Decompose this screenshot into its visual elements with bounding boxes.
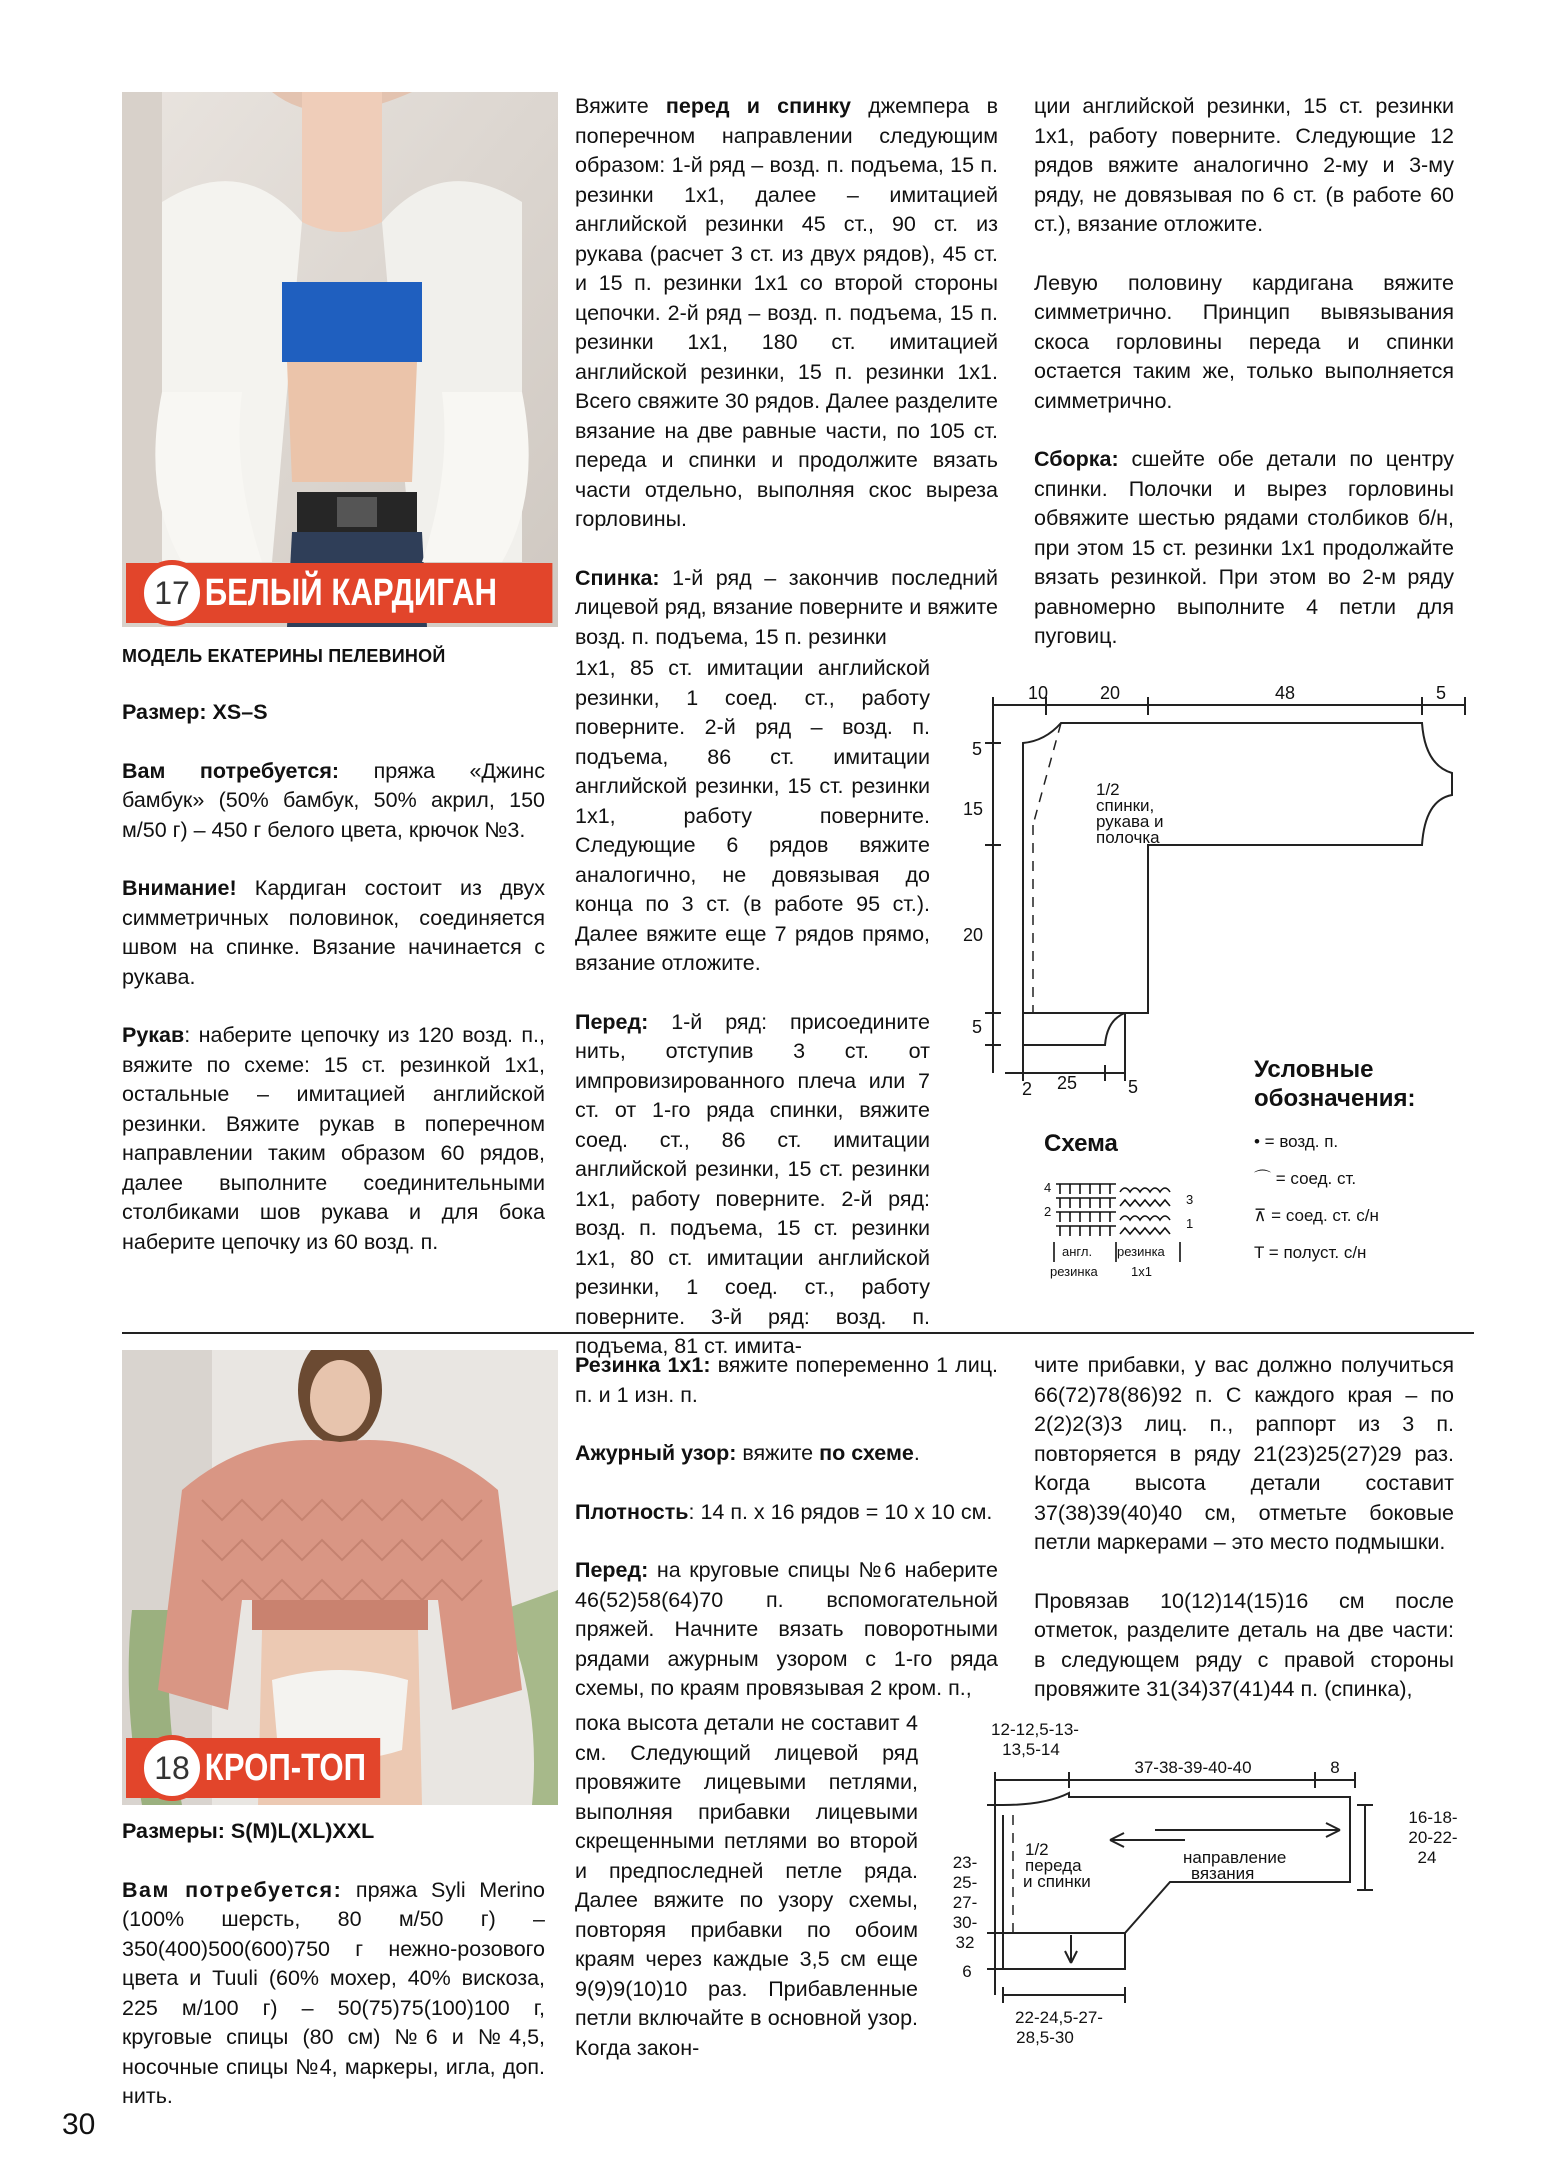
schema-label-1: англ. (1062, 1244, 1093, 1259)
cardigan-photo (122, 92, 558, 627)
dim18-right-3: 24 (1417, 1848, 1437, 1867)
dim-top-3: 48 (1274, 683, 1296, 703)
legend-title-2: обозначения: (1254, 1085, 1416, 1112)
cardigan-photo-illustration (122, 92, 558, 627)
dim18-left-bottom: 6 (962, 1962, 972, 1981)
dim-top-2: 20 (1099, 683, 1121, 703)
dim18-left-5: 32 (955, 1933, 975, 1952)
cardigan-pattern-diagram (955, 675, 1475, 1105)
dim18-left-3: 27- (952, 1893, 978, 1912)
model-17-col2-narrow (575, 654, 930, 1391)
legend (1254, 1055, 1474, 1271)
front-paragraph: Перед: 1-й ряд: присоедините нить, отступив 3 ст. от импровизированного плеча или 7 ст. от 1-го ряда спинки, вяжите соед. ст., 86 ст. имитации английской резинки, 15 ст. резинки 1х1, работу поверните. 2-й ряд: возд. п. подъема, 15 ст. резинки 1х1, 80 ст. имитации английской резинки, 1 соед. ст., работу поверните. 3-й ряд: возд. п. подъема, 81 ст. имита- (575, 1009, 930, 1358)
model-18-col1 (122, 1817, 545, 2141)
diagram-label-2: спинки, (1096, 796, 1155, 815)
attention-paragraph (122, 874, 545, 992)
schema-label-3: резинка (1050, 1264, 1098, 1279)
materials-18-label: Вам потребуется: (122, 1877, 343, 1902)
stitch-schema (1036, 1170, 1236, 1290)
model-17-col1 (122, 698, 545, 1286)
attention-text: Кардиган состоит из двух симметричных половинок, соединяется швом на спинке. Вязание начинается с рукава. (122, 876, 545, 989)
materials-text: пряжа «Джинс бамбук» (50% бамбук, 50% акрил, 150 м/50 г) – 450 г белого цвета, крючок №3. (122, 758, 545, 842)
density-paragraph: Плотность: 14 п. х 16 рядов = 10 х 10 см. (575, 1499, 993, 1524)
front-back-paragraph: Вяжите перед и спинку джемпера в поперечном направлении следующим образом: 1-й ряд – возд. п. подъема, 15 п. резинки 1х1, далее – имитацией английской резинки 45 ст., 90 ст. из рукава (расчет 3 ст. из двух рядов), 45 ст. и 15 п. резинки 1х1 со второй стороны цепочки. 2-й ряд – возд. п. подъема, 15 п. резинки 1х1, 180 ст. имитацией английской резинки, 15 п. резинки 1х1. Всего свяжите 30 рядов. Далее разделите вязание на две равные части, по 105 ст. переда и спинки и продолжите вязать части отдельно, выполняя скос выреза горловины. (575, 94, 998, 531)
dim-left-3: 20 (962, 925, 984, 945)
model-18-title: КРОП-ТОП (126, 1738, 380, 1798)
schema-row-2: 2 (1044, 1204, 1052, 1219)
dim18-top-mid: 37-38-39-40-40 (1134, 1758, 1252, 1777)
diagram18-label-3: и спинки (1023, 1872, 1091, 1891)
schema-row-4: 4 (1044, 1180, 1052, 1195)
legend-title-1: Условные (1254, 1056, 1374, 1083)
dim-top-4: 5 (1435, 683, 1447, 703)
crop-top-photo (122, 1350, 558, 1805)
dim18-left-4: 30- (952, 1913, 978, 1932)
crop-top-pattern-diagram (935, 1705, 1475, 2055)
front-18-paragraph: Перед: на круговые спицы №6 наберите 46(52)58(64)70 п. вспомогательной пряжей. Начните вязать поворотными рядами ажурным узором с 1-го ряда схемы, по краям провязывая 2 кром. п., (575, 1558, 998, 1700)
legend-item-hdc: T = полуст. с/н (1254, 1243, 1367, 1262)
model-17-col3 (1034, 92, 1454, 681)
assembly-paragraph: Сборка: сшейте обе детали по центру спинки. Полочки и вырез горловины обвяжите шестью рядами столбиков б/н, при этом 15 ст. резинки 1х1 продолжайте вязать резинкой. При этом во 2-м ряду равномерно выполните 4 петли для пуговиц. (1034, 447, 1454, 648)
diagram18-label-2: переда (1025, 1856, 1082, 1875)
dim18-left-2: 25- (952, 1873, 978, 1892)
dim18-top-left-1: 12-12,5-13- (991, 1720, 1079, 1739)
legend-item-slip: ⌒ = соед. ст. (1254, 1169, 1357, 1188)
page-number: 30 (62, 2108, 96, 2141)
col3-continuation: ции английской резинки, 15 ст. резинки 1х1, работу поверните. Следующие 12 рядов вяжите аналогично 2-му и 3-му ряду, не довязывая по 6 ст. (в работе 60 ст.), вязание отложите. (1034, 94, 1454, 236)
schema-row-3: 3 (1186, 1192, 1194, 1207)
materials-label: Вам потребуется: (122, 758, 340, 783)
dim-bottom-1: 2 (1021, 1079, 1033, 1099)
legend-item-chain: • = возд. п. (1254, 1132, 1339, 1151)
diagram-label-1: 1/2 (1096, 780, 1120, 799)
model-17-author: МОДЕЛЬ ЕКАТЕРИНЫ ПЕЛЕВИНОЙ (122, 646, 446, 666)
dim-left-2: 15 (962, 799, 984, 819)
dim-bottom-3: 5 (1127, 1077, 1139, 1097)
dim18-bottom-1: 22-24,5-27- (1015, 2008, 1103, 2027)
lace-paragraph: Ажурный узор: вяжите по схеме. (575, 1441, 920, 1465)
left-half-paragraph: Левую половину кардигана вяжите симметрично. Принцип вывязывания скоса горловины переда и спинки остается таким же, только выполняется симметрично. (1034, 270, 1454, 413)
materials-18-paragraph (122, 1876, 545, 2112)
rib-paragraph: Резинка 1х1: вяжите попеременно 1 лиц. п. и 1 изн. п. (575, 1353, 999, 1407)
back-paragraph: Спинка: 1-й ряд – закончив последний лицевой ряд, вязание поверните и вяжите возд. п. подъема, 15 п. резинки (575, 565, 998, 649)
dim18-bottom-2: 28,5-30 (1016, 2028, 1074, 2047)
model-18-col2 (575, 1351, 998, 1704)
legend-item-dc: ⊼ = соед. ст. с/н (1254, 1206, 1379, 1225)
sizes-paragraph (122, 1817, 545, 1847)
materials-18-text: пряжа Syli Merino (100% шерсть, 80 м/50 г) – 350(400)500(600)750 г нежно-розового цвета и Tuuli (60% мохер, 40% вискоза, 225 м/100 г) – 50(75)75(100)100 г, круговые спицы (80 см) №6 и №4,5, носочные спицы №4, маркеры, игла, доп. нить. (122, 1877, 545, 2108)
schema-label-2: резинка (1117, 1244, 1165, 1259)
direction-label-2: вязания (1191, 1864, 1255, 1883)
section-separator (122, 1332, 1474, 1334)
model-18-col3 (1034, 1351, 1454, 1734)
model-17-col2 (575, 92, 998, 652)
diagram-label-4: полочка (1096, 828, 1160, 847)
dim-top-1: 10 (1027, 683, 1049, 703)
schema-title: Схема (1044, 1130, 1118, 1157)
sizes-label: Размеры: S(M)L(XL)XXL (122, 1819, 375, 1843)
front-18-paragraph-cont: пока высота детали не составит 4 см. Следующий лицевой ряд провяжите лицевыми петлями, выполняя прибавки лицевыми скрещенными петлями во второй и предпоследней петле ряда. Далее вяжите по узору схемы, повторяя прибавки по обоим краям через каждые 3,5 см еще 9(9)9(10)10 раз. Прибавленные петли включайте в основной узор. Когда закон- (575, 1711, 918, 2060)
schema-label-4: 1х1 (1131, 1264, 1152, 1279)
dim18-right-2: 20-22- (1408, 1828, 1458, 1847)
model-17-title: БЕЛЫЙ КАРДИГАН (126, 563, 552, 623)
increase-paragraph: чите прибавки, у вас должно получиться 66(72)78(86)92 п. С каждого края – по 2(2)2(3)3 лиц. п., раппорт из 3 п. повторяется в ряду 21(23)25(27)29 раз. Когда высота детали составит 37(38)39(40)40 см, отметьте боковые петли маркерами – это место подмышки. (1034, 1353, 1454, 1554)
size-label: Размер: XS–S (122, 700, 268, 724)
dim-bottom-2: 25 (1056, 1073, 1078, 1093)
schema-row-1: 1 (1186, 1216, 1194, 1231)
dim18-left-1: 23- (952, 1853, 978, 1872)
dim-left-1: 5 (971, 739, 983, 759)
diagram18-label-1: 1/2 (1025, 1840, 1049, 1859)
sleeve-label: Рукав (122, 1023, 185, 1047)
divide-paragraph: Провязав 10(12)14(15)16 см после отметок, разделите деталь на две части: в следующем ряду с правой стороны провяжите 31(34)37(41)44 п. (спинка), (1034, 1588, 1454, 1701)
materials-paragraph (122, 757, 545, 846)
model-17-number: 17 (139, 560, 205, 626)
dim18-right-1: 16-18- (1408, 1808, 1458, 1827)
direction-label-1: направление (1183, 1848, 1287, 1867)
crop-top-photo-illustration (122, 1350, 558, 1805)
dim-left-4: 5 (971, 1017, 983, 1037)
sleeve-text: : наберите цепочку из 120 возд. п., вяжите по схеме: 15 ст. резинкой 1х1, остальные – имитацией английской резинки. Вяжите рукав в поперечном направлении таким образом 60 рядов, далее выполните соединительными столбиками шов рукава и для бока наберите цепочку из 60 возд. п. (122, 1023, 545, 1254)
model-18-number: 18 (139, 1735, 205, 1801)
dim18-top-left-2: 13,5-14 (1002, 1740, 1060, 1759)
model-18-col2-narrow (575, 1709, 918, 2092)
diagram-label-3: рукава и (1096, 812, 1164, 831)
dim18-top-right: 8 (1330, 1758, 1340, 1777)
back-paragraph-cont: 1х1, 85 ст. имитации английской резинки, 1 соед. ст., работу поверните. 2-й ряд – возд. п. подъема, 86 ст. имитации английской резинки, 15 ст. резинки 1х1, работу поверните. Следующие 6 рядов вяжите аналогично, не довязывая до конца по 3 ст. (в работе 95 ст.). Далее вяжите еще 7 рядов прямо, вязание отложите. (575, 656, 930, 975)
sleeve-paragraph (122, 1021, 545, 1257)
attention-label: Внимание! (122, 876, 237, 900)
